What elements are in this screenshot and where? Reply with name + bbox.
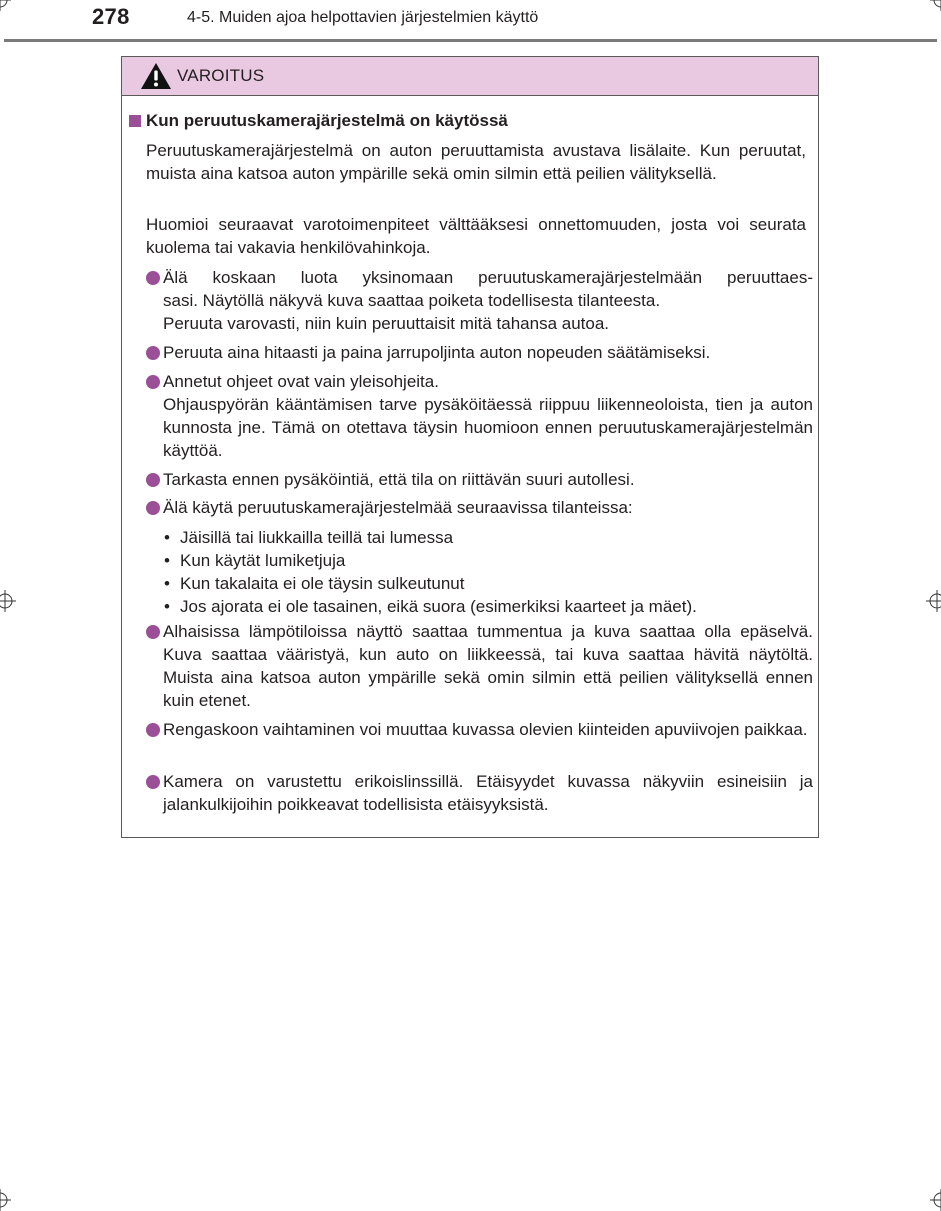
round-bullet-icon — [146, 723, 160, 737]
list-item — [146, 266, 813, 335]
round-bullet-icon — [146, 775, 160, 789]
sub-item-text: Kun takalaita ei ole täysin sulkeutunut — [180, 574, 465, 593]
intro-paragraph: Peruutuskamerajärjestelmä on auton peruuttamista avustava lisälaite. Kun peruutat, muista aina katsoa auton ympärille sekä omin silmin että peilien välityksellä. — [146, 141, 806, 183]
sub-list-item — [164, 595, 697, 618]
warning-title-bar — [122, 57, 818, 96]
list-item — [146, 496, 813, 519]
running-head: 4-5. Muiden ajoa helpottavien järjestelmien käyttö — [187, 9, 539, 26]
sub-bullet-glyph: • — [164, 597, 170, 616]
round-bullet-icon — [146, 501, 160, 515]
bullet-line: Älä käytä peruutuskamerajärjestelmää seuraavissa tilanteissa: — [163, 498, 633, 517]
list-item — [146, 718, 813, 741]
header-rule — [4, 39, 937, 42]
list-item — [146, 370, 813, 462]
bullet-line: Rengaskoon vaihtaminen voi muuttaa kuvassa olevien kiinteiden apuviivojen paikkaa. — [163, 720, 808, 739]
sub-bullet-glyph: • — [164, 528, 170, 547]
list-item — [146, 620, 813, 712]
sub-list-item — [164, 549, 345, 572]
registration-mark-icon — [0, 590, 16, 612]
page-header — [0, 0, 941, 46]
sub-bullet-glyph: • — [164, 574, 170, 593]
bullet-line: Kamera on varustettu erikoislinssillä. Etäisyydet kuvassa näkyviin esineisiin ja jalankulkijoihin poikkeavat todellisista etäisyyksistä. — [163, 772, 813, 814]
round-bullet-icon — [146, 473, 160, 487]
sub-item-text: Kun käytät lumiketjuja — [180, 551, 346, 570]
bullet-line: sasi. Näytöllä näkyvä kuva saattaa poiketa todellisesta tilanteesta. — [163, 291, 661, 310]
sub-bullet-glyph: • — [164, 551, 170, 570]
registration-mark-icon — [926, 590, 941, 612]
bullet-line: Annetut ohjeet ovat vain yleisohjeita. — [163, 372, 439, 391]
sub-item-text: Jos ajorata ei ole tasainen, eikä suora (esimerkiksi kaarteet ja mäet). — [180, 597, 697, 616]
bullet-line: Peruuta varovasti, niin kuin peruuttaisit mitä tahansa autoa. — [163, 314, 610, 333]
bullet-line: Älä koskaan luota yksinomaan peruutuskamerajärjestelmään peruuttaes- — [163, 268, 813, 287]
sub-item-text: Jäisillä tai liukkailla teillä tai lumessa — [180, 528, 454, 547]
bullet-line: Peruuta aina hitaasti ja paina jarrupoljinta auton nopeuden säätämiseksi. — [163, 343, 711, 362]
bullet-line: Tarkasta ennen pysäköintiä, että tila on riittävän suuri autollesi. — [163, 470, 635, 489]
registration-mark-icon — [930, 1189, 941, 1211]
warning-box — [121, 56, 819, 838]
list-item — [146, 468, 813, 491]
square-bullet-icon — [129, 115, 141, 127]
list-item — [146, 341, 813, 364]
section-heading-text: Kun peruutuskamerajärjestelmä on käytössä — [146, 111, 508, 130]
round-bullet-icon — [146, 346, 160, 360]
warning-title: VAROITUS — [177, 66, 265, 85]
round-bullet-icon — [146, 271, 160, 285]
sub-list-item — [164, 572, 464, 595]
bullet-line: Ohjauspyörän kääntämisen tarve pysäköitäessä riippuu liikenneoloista, tien ja auton kunnosta jne. Tämä on otettava täysin huomioon ennen peruutuskamerajärjestelmän käyttöä. — [163, 395, 813, 460]
precaution-paragraph: Huomioi seuraavat varotoimenpiteet välttääksesi onnettomuuden, josta voi seurata kuolema tai vakavia henkilövahinkoja. — [146, 215, 806, 257]
section-heading — [129, 111, 508, 131]
registration-mark-icon — [930, 0, 941, 11]
registration-mark-icon — [0, 0, 11, 11]
registration-mark-icon — [0, 1189, 11, 1211]
round-bullet-icon — [146, 625, 160, 639]
bullet-line: Alhaisissa lämpötiloissa näyttö saattaa tummentua ja kuva saattaa olla epäselvä. Kuva saattaa vääristyä, kun auto on liikkeessä, tai kuva saattaa hävitä näytöltä. Muista aina katsoa auton ympärille sekä omin silmin että peilien välityksellä ennen kuin etenet. — [163, 622, 813, 710]
page-number: 278 — [92, 4, 130, 29]
list-item — [146, 770, 813, 816]
sub-list-item — [164, 526, 453, 549]
warning-triangle-icon — [140, 62, 172, 90]
round-bullet-icon — [146, 375, 160, 389]
